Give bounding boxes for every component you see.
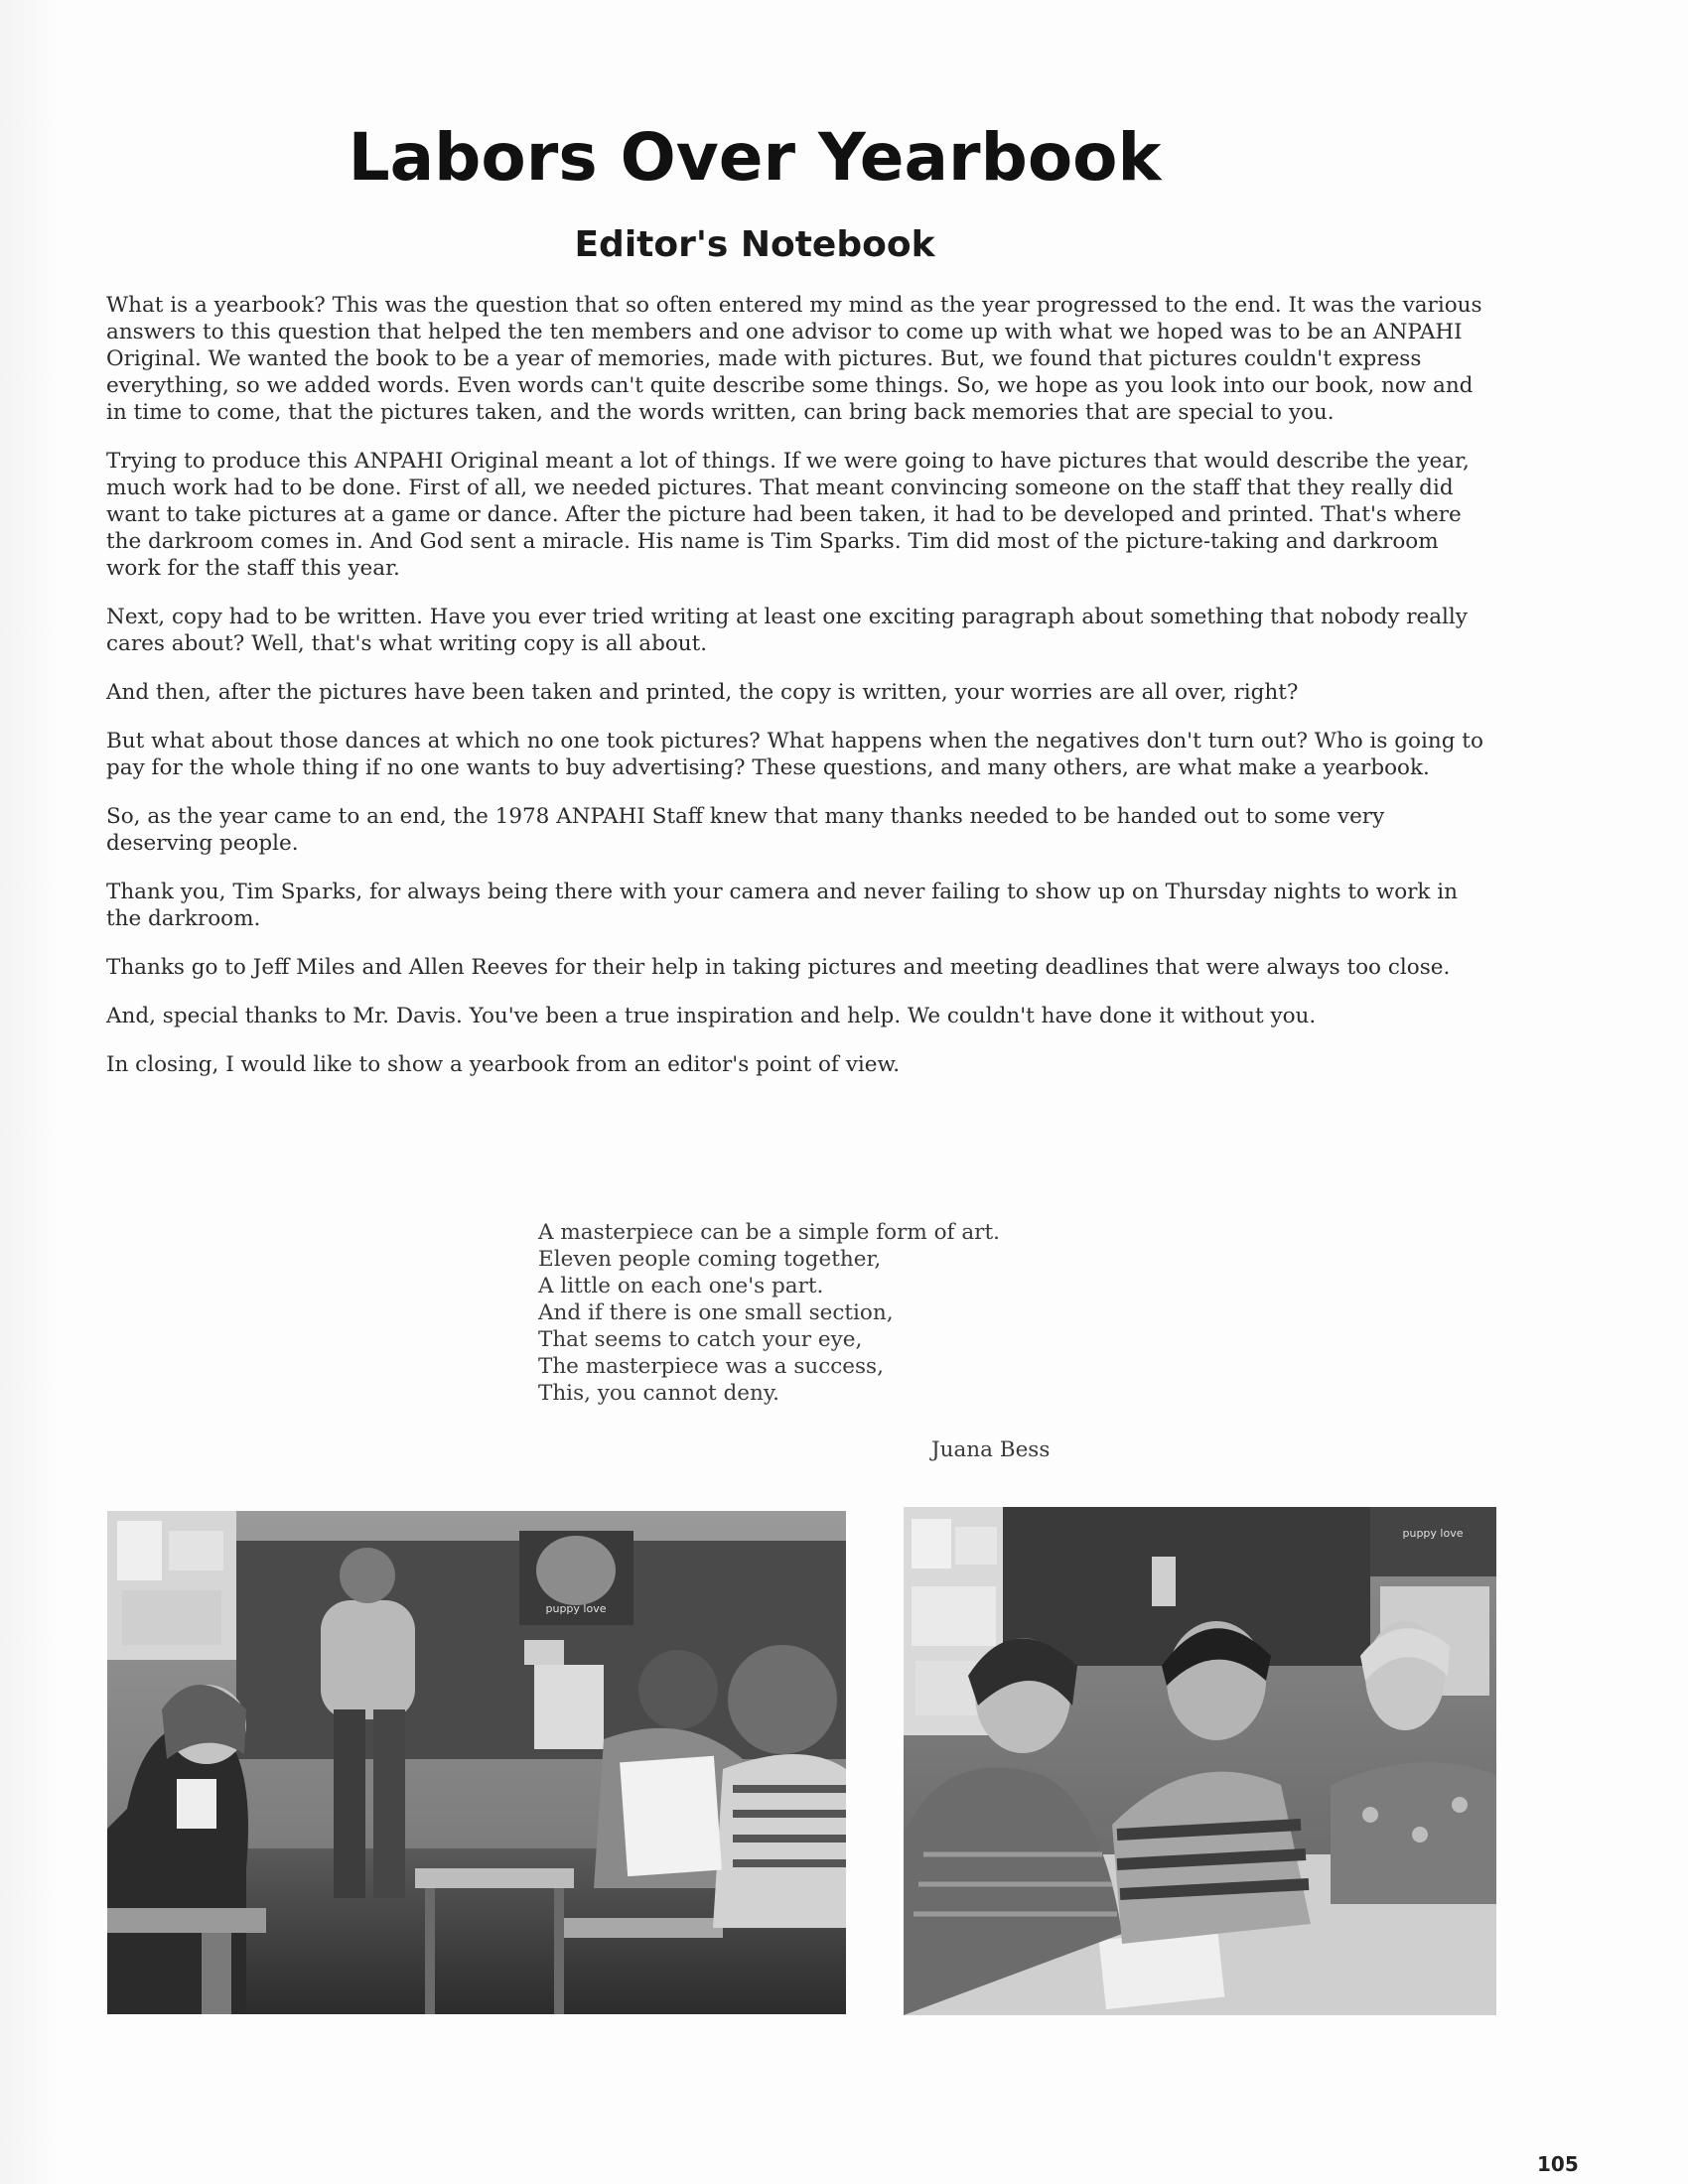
poem	[538, 1219, 1094, 1407]
poster-caption: puppy love	[545, 1602, 607, 1615]
page-title: Labors Over Yearbook	[348, 119, 1162, 196]
page-subtitle: Editor's Notebook	[574, 224, 935, 265]
poster-caption: puppy love	[1402, 1527, 1464, 1540]
paragraph: Trying to produce this ANPAHI Original meant a lot of things. If we were going to have pictures that would describe the year, much work had to be done. First of all, we needed pictures. That meant convincing someone on the staff that they really did want to take pictures at a game or dance. After the picture had been taken, it had to be developed and printed. That's where the darkroom comes in. And God sent a miracle. His name is Tim Sparks. Tim did most of the picture-taking and darkroom work for the staff this year.	[106, 449, 1470, 581]
poem-line: The masterpiece was a success,	[538, 1354, 884, 1379]
paragraph: Thank you, Tim Sparks, for always being there with your camera and never failing to show up on Thursday nights to work in the darkroom.	[106, 880, 1459, 931]
paragraph: But what about those dances at which no one took pictures? What happens when the negatives don't turn out? Who is going to pay for the whole thing if no one wants to buy advertising? These questions, and many others, are what make a yearbook.	[106, 729, 1483, 780]
poem-line: This, you cannot deny.	[538, 1381, 779, 1406]
poem-line: Eleven people coming together,	[538, 1247, 882, 1272]
paragraph: In closing, I would like to show a yearbook from an editor's point of view.	[106, 1052, 901, 1077]
poem-line: A masterpiece can be a simple form of art.	[538, 1220, 1000, 1245]
paragraph: What is a yearbook? This was the question that so often entered my mind as the year progressed to the end. It was the various answers to this question that helped the ten members and one advisor to come up with what we hoped was to be an ANPAHI Original. We wanted the book to be a year of memories, made with pictures. But, we found that pictures couldn't express everything, so we added words. Even words can't quite describe some things. So, we hope as you look into our book, now and in time to come, that the pictures taken, and the words written, can bring back memories that are special to you.	[106, 293, 1482, 425]
students-at-desk-photo	[904, 1507, 1496, 2015]
paragraph: And then, after the pictures have been taken and printed, the copy is written, your worries are all over, right?	[106, 680, 1299, 705]
paragraph: So, as the year came to an end, the 1978 ANPAHI Staff knew that many thanks needed to be handed out to some very deserving people.	[106, 804, 1385, 856]
page-edge-shadow	[0, 0, 60, 2184]
poem-line: And if there is one small section,	[538, 1300, 894, 1325]
paragraph: Thanks go to Jeff Miles and Allen Reeves for their help in taking pictures and meeting deadlines that were always too close.	[106, 955, 1451, 980]
poem-line: That seems to catch your eye,	[538, 1327, 863, 1352]
poem-line: A little on each one's part.	[538, 1274, 824, 1298]
paragraph: And, special thanks to Mr. Davis. You've been a true inspiration and help. We couldn't have done it without you.	[106, 1004, 1317, 1028]
paragraph: Next, copy had to be written. Have you ever tried writing at least one exciting paragraph about something that nobody really cares about? Well, that's what writing copy is all about.	[106, 605, 1468, 656]
classroom-photo-illustration	[107, 1511, 846, 2014]
article-body	[106, 292, 1496, 1100]
page-number: 105	[1537, 2152, 1579, 2176]
poem-author: Juana Bess	[931, 1437, 1051, 1462]
classroom-photo	[107, 1511, 846, 2014]
students-photo-illustration	[904, 1507, 1496, 2015]
